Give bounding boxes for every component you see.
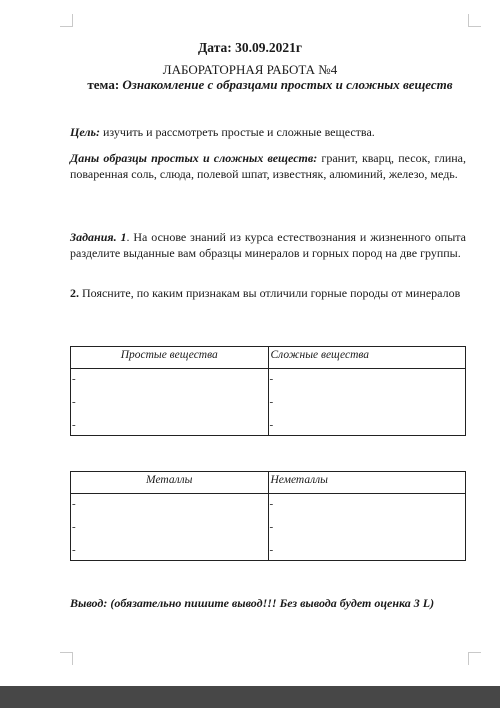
nonmetals-cell[interactable] — [268, 494, 466, 561]
dash-marker: - — [72, 419, 76, 431]
header-complex-substances: Сложные вещества — [268, 347, 466, 369]
margin-mark-top-left — [60, 14, 73, 27]
margin-mark-top-right — [468, 14, 481, 27]
header-metals: Металлы — [71, 472, 269, 494]
viewer-bottom-bar — [0, 686, 500, 708]
task2-number: 2. — [70, 286, 79, 300]
header-simple-substances: Простые вещества — [71, 347, 269, 369]
topic-label: тема: — [87, 77, 120, 92]
conclusion-text: Вывод: (обязательно пишите вывод!!! Без вывода будет оценка 3 L) — [70, 596, 435, 610]
task1-paragraph — [70, 230, 466, 261]
complex-substances-cell[interactable] — [268, 369, 466, 436]
dash-marker: - — [72, 544, 76, 556]
task2-text: Поясните, по каким признакам вы отличили горные породы от минералов — [82, 286, 461, 300]
dash-marker: - — [72, 498, 76, 510]
goal-label: Цель: — [70, 125, 100, 139]
samples-text: гранит, кварц, песок, глина, поваренная соль, слюда, полевой шпат, известняк, алюминий, железо, медь. — [70, 151, 467, 181]
topic-text: Ознакомление с образцами простых и сложных веществ — [122, 77, 453, 92]
dash-marker: - — [72, 396, 76, 408]
topic-line — [80, 77, 460, 92]
dash-marker: - — [269, 419, 274, 431]
dash-marker: - — [72, 373, 76, 385]
task1-text: . На основе знаний из курса естествознания и жизненного опыта разделите выданные вам образцы минералов и горных пород на две группы. — [70, 230, 467, 260]
header-nonmetals: Неметаллы — [268, 472, 466, 494]
samples-label: Даны образцы простых и сложных веществ: — [70, 151, 318, 165]
substances-table — [70, 346, 466, 436]
metals-cell[interactable] — [71, 494, 269, 561]
goal-paragraph — [70, 125, 466, 141]
metals-table — [70, 471, 466, 561]
margin-mark-bottom-right — [468, 652, 481, 665]
task2-paragraph — [70, 286, 466, 302]
margin-mark-bottom-left — [60, 652, 73, 665]
dash-marker: - — [269, 544, 274, 556]
date-line: Дата: 30.09.2021г — [198, 40, 302, 55]
dash-marker: - — [269, 498, 274, 510]
samples-paragraph — [70, 151, 466, 182]
lab-title: ЛАБОРАТОРНАЯ РАБОТА №4 — [162, 62, 338, 77]
dash-marker: - — [269, 373, 274, 385]
dash-marker: - — [269, 396, 274, 408]
dash-marker: - — [269, 521, 274, 533]
dash-marker: - — [72, 521, 76, 533]
goal-text: изучить и рассмотреть простые и сложные вещества. — [103, 125, 375, 139]
tasks-label: Задания. 1 — [70, 230, 127, 244]
simple-substances-cell[interactable] — [71, 369, 269, 436]
